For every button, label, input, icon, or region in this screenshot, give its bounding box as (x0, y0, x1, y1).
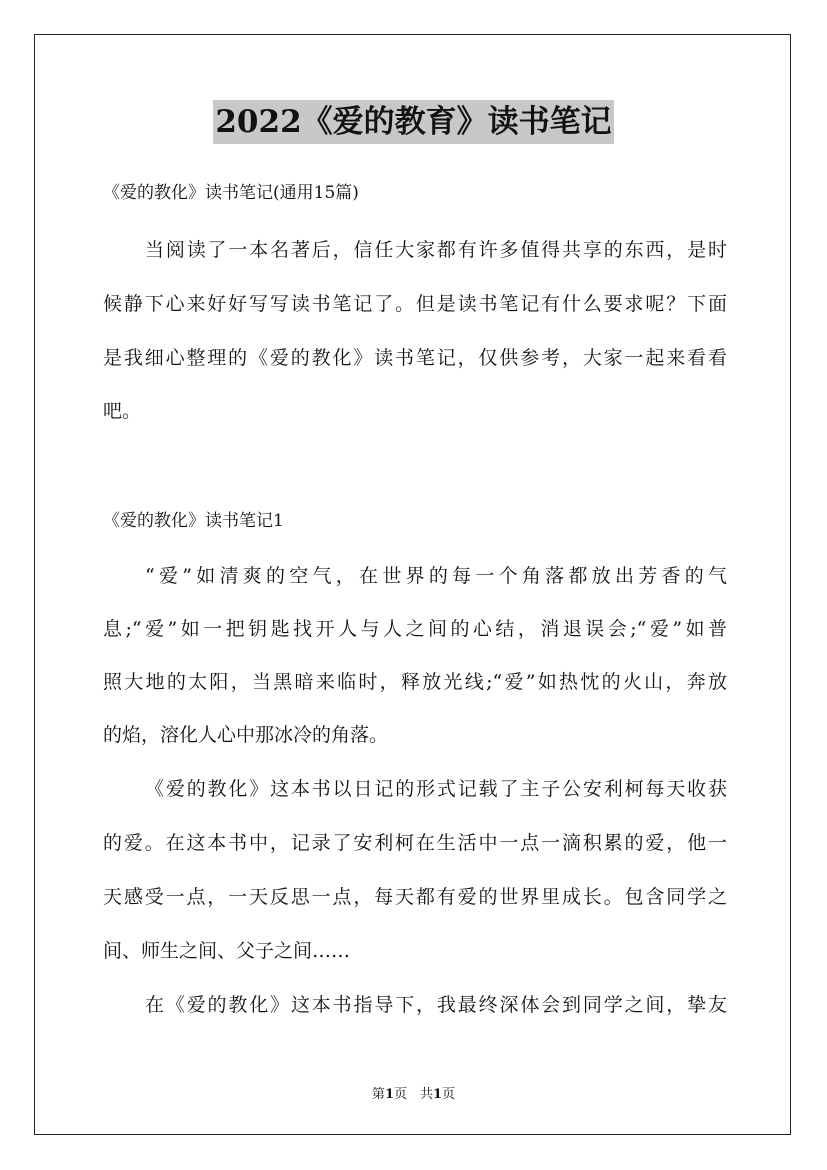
section-heading: 《爱的教化》读书笔记1 (103, 511, 284, 531)
document-title-text: 2022《爱的教育》读书笔记 (213, 100, 613, 144)
intro-line: 吧。 (103, 400, 142, 422)
paragraph-line: 天感受一点，一天反思一点，每天都有爱的世界里成长。包含同学之 (103, 886, 727, 908)
intro-line: 当阅读了一本名著后，信任大家都有许多值得共享的东西，是时 (145, 239, 727, 261)
footer-mid: 页 共 (393, 1087, 433, 1102)
document-title (0, 100, 827, 144)
paragraph-line: 《爱的教化》这本书以日记的形式记载了主子公安利柯每天收获 (145, 778, 727, 800)
paragraph-line: “爱”如清爽的空气，在世界的每一个角落都放出芳香的气 (145, 565, 727, 587)
footer-suffix: 页 (442, 1087, 456, 1102)
paragraph-line: 息;“爱”如一把钥匙找开人与人之间的心结，消退误会;“爱”如普 (103, 618, 727, 640)
paragraph-line: 的爱。在这本书中，记录了安利柯在生活中一点一滴积累的爱，他一 (103, 832, 727, 854)
intro-line: 是我细心整理的《爱的教化》读书笔记，仅供参考，大家一起来看看 (103, 347, 727, 369)
paragraph-line: 在《爱的教化》这本书指导下，我最终深体会到同学之间，挚友 (145, 994, 727, 1016)
footer-page-total: 1 (433, 1087, 443, 1102)
footer-page-number: 1 (384, 1087, 394, 1102)
paragraph-line: 照大地的太阳，当黑暗来临时，释放光线;“爱”如热忱的火山，奔放 (103, 671, 727, 693)
footer-prefix: 第 (371, 1087, 385, 1102)
page-footer (0, 1083, 827, 1102)
document-subtitle: 《爱的教化》读书笔记(通用15篇) (103, 183, 359, 203)
paragraph-line: 的焰，溶化人心中那冰冷的角落。 (103, 724, 389, 746)
paragraph-line: 间、师生之间、父子之间…… (103, 940, 351, 962)
intro-line: 候静下心来好好写写读书笔记了。但是读书笔记有什么要求呢？下面 (103, 293, 727, 315)
